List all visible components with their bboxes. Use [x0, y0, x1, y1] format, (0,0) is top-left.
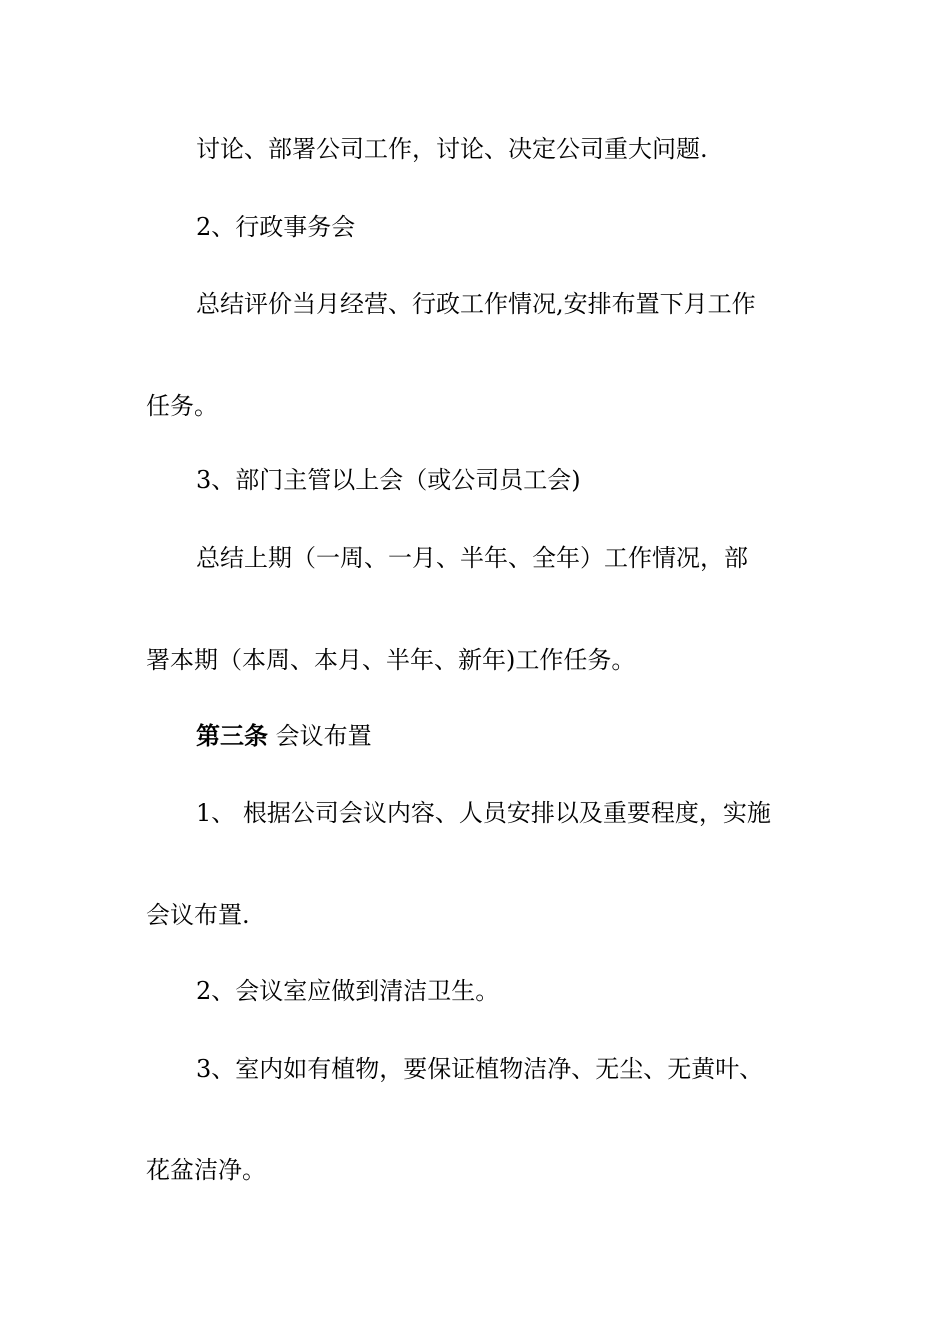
paragraph-line: 2、会议室应做到清洁卫生。	[196, 977, 500, 1005]
item-heading: 2、行政事务会	[196, 213, 356, 241]
article-title: 会议布置	[275, 722, 372, 750]
paragraph-line: 1、 根据公司会议内容、人员安排以及重要程度，实施	[196, 799, 771, 827]
paragraph-line: 总结评价当月经营、行政工作情况,安排布置下月工作	[196, 290, 756, 318]
paragraph-line: 任务。	[146, 392, 218, 420]
paragraph-line: 署本期（本周、本月、半年、新年)工作任务。	[146, 646, 636, 674]
paragraph-line: 3、室内如有植物，要保证植物洁净、无尘、无黄叶、	[196, 1055, 764, 1083]
article-number: 第三条	[196, 721, 268, 750]
paragraph-line: 花盆洁净。	[146, 1156, 266, 1184]
paragraph-line: 会议布置.	[146, 901, 250, 929]
paragraph-line: 讨论、部署公司工作，讨论、决定公司重大问题.	[196, 135, 708, 163]
paragraph-line: 总结上期（一周、一月、半年、全年）工作情况，部	[196, 544, 748, 572]
item-heading: 3、部门主管以上会（或公司员工会)	[196, 466, 581, 494]
article-heading	[196, 721, 372, 751]
